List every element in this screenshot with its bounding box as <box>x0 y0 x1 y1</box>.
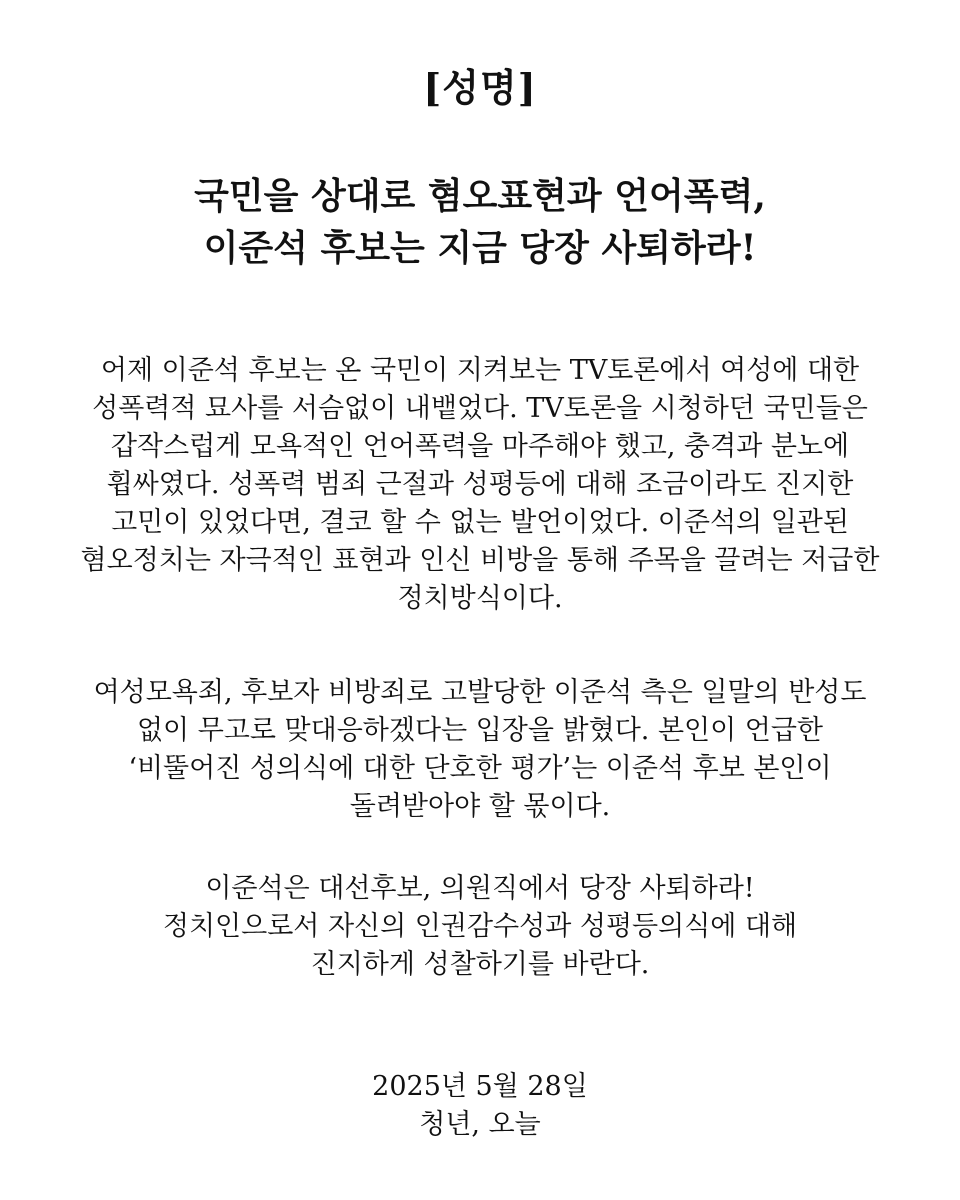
paragraph-line: 여성모욕죄, 후보자 비방죄로 고발당한 이준석 측은 일말의 반성도 <box>93 677 867 708</box>
paragraph-line: 없이 무고로 맞대응하겠다는 입장을 밝혔다. 본인이 언급한 <box>136 715 824 746</box>
footer <box>0 1068 960 1144</box>
paragraph-line: 휩싸였다. 성폭력 범죄 근절과 성평등에 대해 조금이라도 진지한 <box>106 469 854 500</box>
paragraph-line: 정치인으로서 자신의 인권감수성과 성평등의식에 대해 <box>162 911 798 942</box>
paragraph-line: 진지하게 성찰하기를 바란다. <box>310 949 650 980</box>
paragraph-line: ‘비뚤어진 성의식에 대한 단호한 평가’는 이준석 후보 본인이 <box>128 753 832 784</box>
headline-line: 이준석 후보는 지금 당장 사퇴하라! <box>203 227 757 269</box>
paragraph-3 <box>40 870 920 984</box>
statement-label: [성명] <box>423 65 537 110</box>
paragraph-line: 어제 이준석 후보는 온 국민이 지켜보는 TV토론에서 여성에 대한 <box>100 355 860 386</box>
paragraph-line: 고민이 있었다면, 결코 할 수 없는 발언이었다. 이준석의 일관된 <box>111 507 849 538</box>
paragraph-line: 혐오정치는 자극적인 표현과 인신 비방을 통해 주목을 끌려는 저급한 <box>80 545 880 576</box>
paragraph-line: 이준석은 대선후보, 의원직에서 당장 사퇴하라! <box>205 873 755 904</box>
paragraph-line: 성폭력적 묘사를 서슴없이 내뱉었다. TV토론을 시청하던 국민들은 <box>92 393 868 424</box>
paragraph-2 <box>40 674 920 826</box>
paragraph-line: 정치방식이다. <box>397 583 563 614</box>
organization-name: 청년, 오늘 <box>419 1109 541 1140</box>
statement-date: 2025년 5월 28일 <box>372 1071 588 1102</box>
paragraph-line: 돌려받아야 할 몫이다. <box>349 791 611 822</box>
paragraph-line: 갑작스럽게 모욕적인 언어폭력을 마주해야 했고, 충격과 분노에 <box>110 431 850 462</box>
headline-line: 국민을 상대로 혐오표현과 언어폭력, <box>194 175 766 217</box>
paragraph-1 <box>40 352 920 618</box>
headline <box>0 170 960 274</box>
